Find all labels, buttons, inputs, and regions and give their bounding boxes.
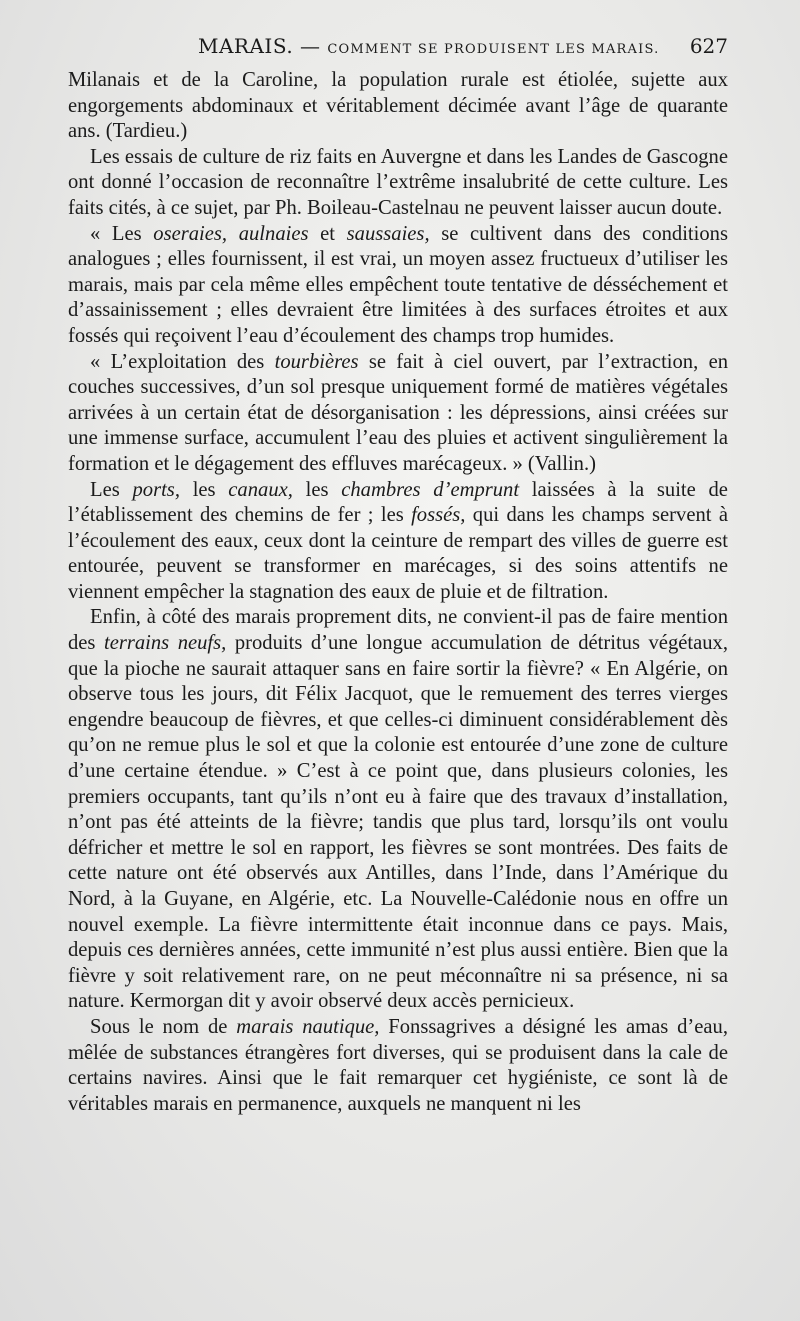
paragraph-1: Milanais et de la Caroline, la population rurale est étiolée, sujette aux engorgements abdominaux et véritablement décimée avant l’âge de quarante ans. (Tardieu.) [68, 69, 728, 143]
paragraph-6: Enfin, à côté des marais proprement dits, ne convient-il pas de faire mention des terrains neufs, produits d’une longue accumulation de détritus végétaux, que la pioche ne saurait attaquer sans en faire sortir la fièvre? « En Algérie, on observe tous les jours, dit Félix Jacquot, que le remuement des terres vierges engendre beaucoup de fièvres, et que celles-ci diminuent considérablement dès qu’on ne remue plus le sol et que la colonie est entourée d’une zone de culture d’une certaine étendue. » C’est à ce point que, dans plusieurs colonies, les premiers occupants, tant qu’ils n’ont eu à faire que des travaux d’installation, n’ont pas été atteints de la fièvre; tandis que plus tard, lorsqu’ils ont voulu défricher et mettre le sol en rapport, les fièvres se sont montrées. Des faits de cette nature ont été observés aux Antilles, dans l’Inde, dans l’Amérique du Nord, à la Guyane, en Algérie, etc. La Nouvelle-Calédonie nous en offre un nouvel exemple. La fièvre intermittente était inconnue dans ce pays. Mais, depuis ces dernières années, cette immunité n’est plus aussi entière. Bien que la fièvre y soit relativement rare, on ne peut méconnaître ni sa présence, ni sa nature. Kermorgan dit y avoir observé deux accès pernicieux. [68, 606, 728, 1013]
page-number: 627 [689, 34, 728, 58]
paragraph-2: Les essais de culture de riz faits en Auvergne et dans les Landes de Gascogne ont donné l’occasion de reconnaître l’extrême insalubrité de cette culture. Les faits cités, à ce sujet, par Ph. Boileau-Castelnau ne peuvent laisser aucun doute. [68, 145, 728, 219]
running-title-main: MARAIS. — [198, 34, 328, 58]
paragraph-7: Sous le nom de marais nautique, Fonssagrives a désigné les amas d’eau, mêlée de substances étrangères fort diverses, qui se produisent dans la cale de certains navires. Ainsi que le fait remarquer cet hygiéniste, ce sont là de véritables marais en permanence, auxquels ne manquent ni les [68, 1015, 728, 1115]
running-title-sub: COMMENT SE PRODUISENT LES MARAIS. [327, 42, 660, 57]
paragraph-4: « L’exploitation des tourbières se fait à ciel ouvert, par l’extraction, en couches successives, d’un sol presque uniquement formé de matières végétales arrivées à un certain état de désorganisation : les dépressions, ainsi créées sur une immense surface, accumulent l’eau des pluies et activent singulièrement la formation et le dégagement des effluves marécageux. » (Vallin.) [68, 350, 729, 475]
running-header [68, 34, 728, 60]
page-body [68, 68, 728, 1117]
paragraph-3: « Les oseraies, aulnaies et saussaies, se cultivent dans des conditions analogues ; elles fournissent, il est vrai, un moyen assez fructueux d’utiliser les marais, mais par cela même elles empêchent toute tentative de désséchement et d’assainissement ; elles devraient être limitées à des surfaces étroites et aux fossés qui reçoivent l’eau d’écoulement des champs trop humides. [68, 222, 728, 347]
paragraph-5: Les ports, les canaux, les chambres d’emprunt laissées à la suite de l’établissement des chemins de fer ; les fossés, qui dans les champs servent à l’écoulement des eaux, ceux dont la ceinture de rempart des villes de guerre est entourée, peuvent se transformer en marécages, si des soins attentifs ne viennent empêcher la stagnation des eaux de pluie et de filtration. [68, 478, 728, 603]
running-title [198, 34, 659, 58]
